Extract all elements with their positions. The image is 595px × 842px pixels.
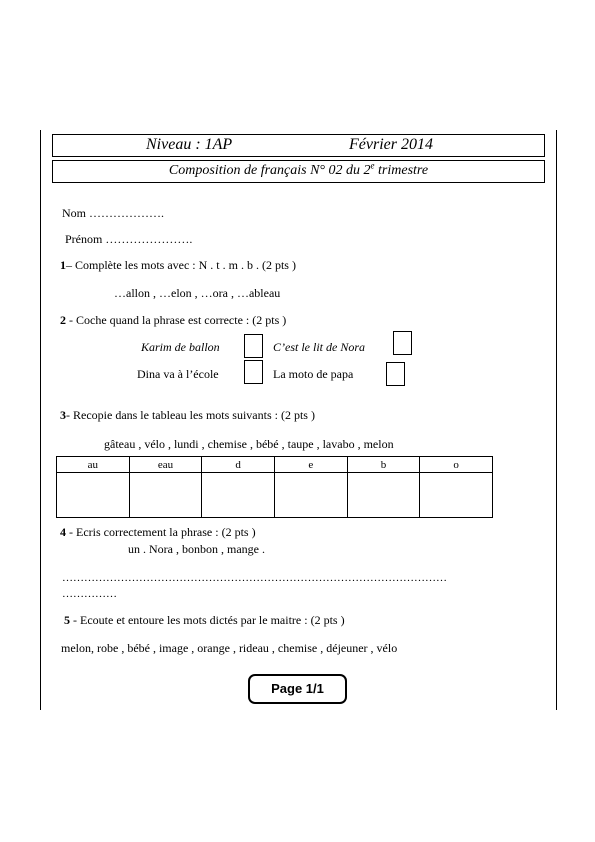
- page-number: Page 1/1: [248, 674, 347, 704]
- level-label: Niveau : 1AP: [146, 136, 233, 153]
- table-header-cell: au: [57, 457, 130, 473]
- question-3: 3- Recopie dans le tableau les mots suivants : (2 pts ): [60, 408, 315, 422]
- left-margin-line: [40, 130, 41, 710]
- subtitle-box: [52, 160, 545, 183]
- q5-words: melon, robe , bébé , image , orange , rideau , chemise , déjeuner , vélo: [61, 641, 398, 655]
- answer-cell[interactable]: [57, 473, 130, 518]
- table-header-cell: o: [420, 457, 493, 473]
- q2-sentence-3: Dina va à l’école: [137, 367, 219, 381]
- q2-checkbox-3[interactable]: [244, 360, 263, 384]
- table-answer-row: [57, 473, 493, 518]
- name-field: Nom ……………….: [62, 206, 164, 220]
- q4-answer-line-2[interactable]: ……………: [62, 588, 117, 600]
- q2-sentence-4: La moto de papa: [273, 367, 354, 381]
- q1-words: …allon , …elon , …ora , …ableau: [114, 286, 281, 300]
- sorting-table: [56, 456, 493, 518]
- q4-answer-line-1[interactable]: ……………………………………………………………………………………………: [62, 572, 447, 584]
- q2-sentence-1: Karim de ballon: [141, 340, 220, 354]
- q2-checkbox-2[interactable]: [393, 331, 412, 355]
- date-label: Février 2014: [349, 136, 433, 153]
- question-1: 1– Complète les mots avec : N . t . m . b . (2 pts ): [60, 258, 296, 272]
- table-header-cell: b: [347, 457, 420, 473]
- firstname-field: Prénom ………………….: [65, 232, 193, 246]
- q2-checkbox-1[interactable]: [244, 334, 263, 358]
- question-5: 5 - Ecoute et entoure les mots dictés par le maitre : (2 pts ): [64, 613, 345, 627]
- answer-cell[interactable]: [420, 473, 493, 518]
- answer-cell[interactable]: [274, 473, 347, 518]
- answer-cell[interactable]: [129, 473, 202, 518]
- header-box: [52, 134, 545, 157]
- q4-words: un . Nora , bonbon , mange .: [128, 542, 265, 556]
- question-2: 2 - Coche quand la phrase est correcte : (2 pts ): [60, 313, 287, 327]
- answer-cell[interactable]: [202, 473, 275, 518]
- table-header-cell: eau: [129, 457, 202, 473]
- table-header-cell: e: [274, 457, 347, 473]
- exam-title: Composition de français N° 02 du 2e trimestre: [168, 160, 429, 178]
- q2-sentence-2: C’est le lit de Nora: [273, 340, 365, 354]
- q2-checkbox-4[interactable]: [386, 362, 405, 386]
- question-4: 4 - Ecris correctement la phrase : (2 pts ): [60, 525, 256, 539]
- table-header-cell: d: [202, 457, 275, 473]
- right-margin-line: [556, 130, 557, 710]
- q3-words: gâteau , vélo , lundi , chemise , bébé , taupe , lavabo , melon: [104, 437, 394, 451]
- table-header-row: [57, 457, 493, 473]
- answer-cell[interactable]: [347, 473, 420, 518]
